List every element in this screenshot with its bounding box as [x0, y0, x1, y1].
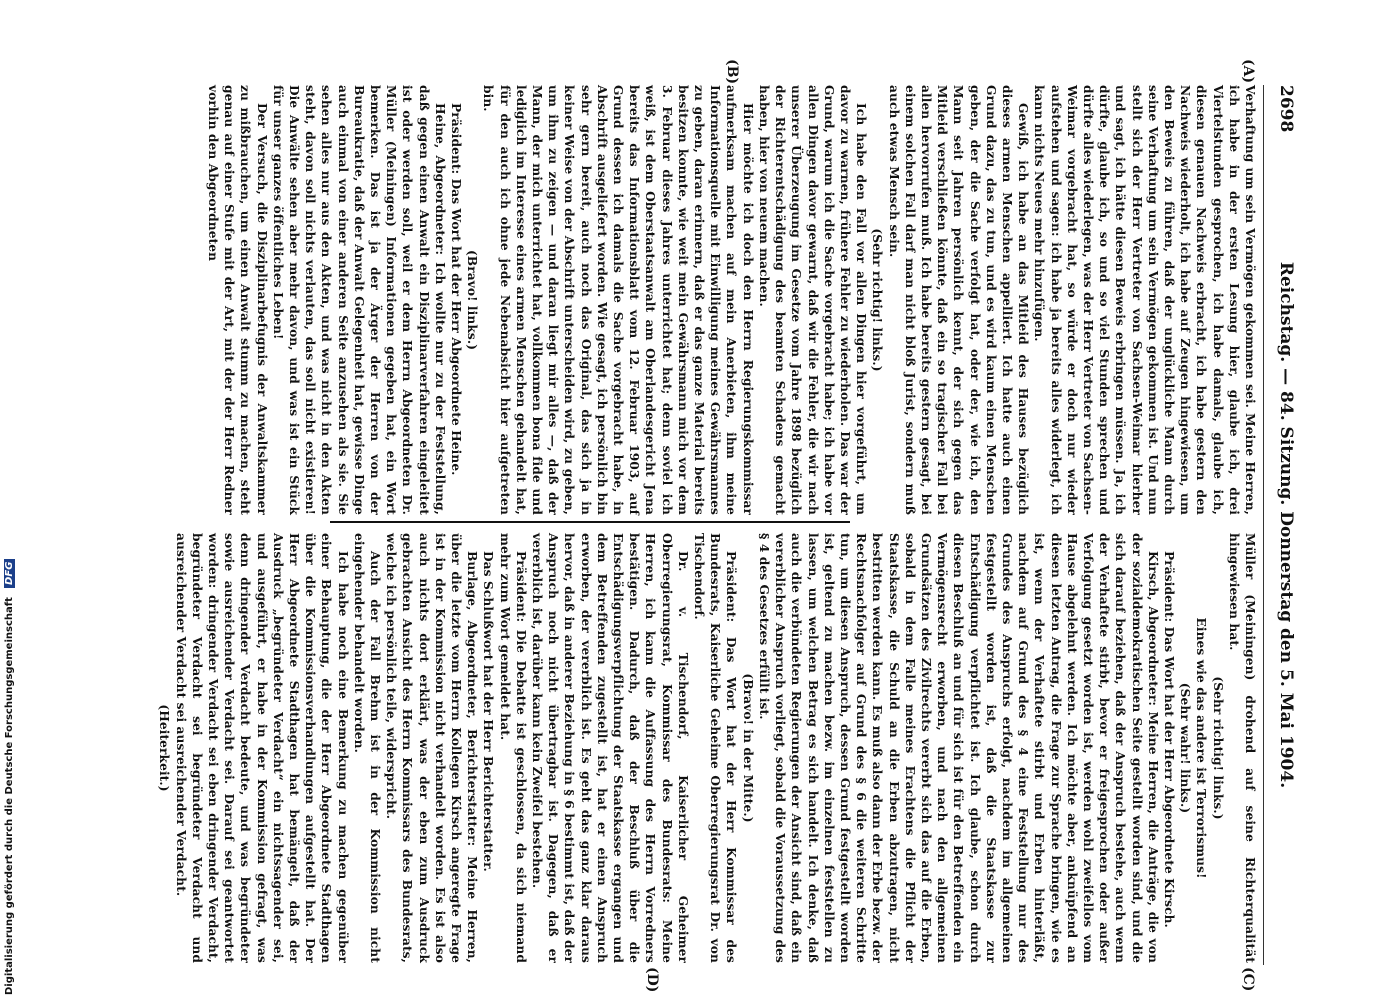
interjection: (Bravo! in der Mitte.): [740, 673, 755, 823]
margin-marker-b: (B): [724, 59, 740, 85]
right-column: [156, 533, 1258, 963]
paragraph: Ich habe den Fall vor allen Dingen hier vorgeführt, um davor zu warnen, frühere Fehler zu wiederholen. Das war der Grund, warum ich die Sache vorgebracht habe; ich habe vor allen Dingen davor gewarnt, daß wir die Fehler, die wir nach unserer Überzeugung im Gesetze vom Jahre 1898 bezüglich der Richterentschädigung des beamten Schadens gemacht haben, hier von neuem machen.: [756, 85, 869, 515]
document-page: [0, 55, 1300, 995]
speaker-call: Präsident: Das Wort hat der Herr Kommissar des Bundesrats, Kaiserliche Geheime Oberregierungsrat Dr. von Tischendorf.: [692, 533, 739, 963]
running-title: Reichstag. — 84. Sitzung. Donnerstag den 5. Mai 1904.: [1276, 261, 1296, 789]
paragraph: Eines wie das andere ist Terrorismus!: [1194, 617, 1209, 879]
interjection: (Bravo! links.): [465, 249, 480, 351]
paragraph: Müller (Meiningen) drohend auf seine Richterqualität hingewiesen hat.: [1226, 533, 1257, 963]
interjection: (Sehr wahr! links.): [1178, 682, 1193, 814]
interjection: (Sehr richtig! links.): [1210, 676, 1225, 820]
paragraph: Das Schlußwort hat der Herr Berichterstatter.: [481, 551, 496, 872]
paragraph: Hier möchte ich doch den Herrn Regierungskommissar aufmerksam machen auf mein Anerbieten, ihm meine Informationsquelle mit Einwilligung meines Gewährsmannes zu geben, daran erinnern, daß er das ganze Material bereits besitzen konnte, wie weit mein Gewährsmann mich vor dem 3. Februar dieses Jahres unterrichtet hat; denn soviel ich weiß, ist dem Oberstaatsanwalt am Oberlandesgericht Jena bereits das Informationsblatt vom 12. Februar 1903, auf Grund dessen ich damals die Sache vorgebracht habe, in Abschrift ausgeliefert worden. Wie gesagt, ich persönlich bin sehr gern bereit, auch noch das Original, das sich ja in keiner Weise von der Abschrift unterscheiden wird, zu geben, um ihm zu zeigen — und daran liegt mir alles —, daß der Mann, der mich unterrichtet hat, vollkommen bona fide und lediglich im Interesse eines armen Menschen gehandelt hat, für den auch ich ohne jede Nebenabsicht hier aufgetreten bin.: [481, 85, 755, 515]
column-divider: [330, 521, 850, 523]
paragraph: Der Versuch, die Disziplinarbefugnis der Anwaltskammer zu mißbrauchen, um einen Anwalt stumm zu machen, steht genau auf einer Stufe mit der Art, mit der der Herr Redner vorhin den Abgeordneten: [206, 85, 269, 515]
page-number: 2698: [1276, 85, 1296, 133]
paragraph: Burlage, Abgeordneter, Berichterstatter: Meine Herren, über die letzte vom Herrn Kollegen Kirsch angeregte Frage ist in der Kommission nicht verhandelt worden. Es ist also auch nichts dort erklärt, was der eben zum Ausdruck gebrachten Ansicht des Herrn Kommissars des Bundesrats, welche ich persönlich teile, widerspricht.: [384, 533, 480, 963]
margin-marker-d: (D): [644, 967, 660, 993]
left-column: [205, 85, 1258, 515]
paragraph: Auch der Fall Brehm ist in der Kommission nicht eingehender behandelt worden.: [351, 533, 383, 963]
speaker-call: Präsident: Das Wort hat der Herr Abgeordnete Heine.: [449, 103, 464, 476]
paragraph: Gewiß, ich habe an das Mitleid des Hauses bezüglich dieses armen Menschen appelliert. Ich hatte auch einen Grund dazu, das zu tun, und es wird kaum einen Menschen geben, der die Sache verfolgt hat, oder der, wie ich, den Mann seit Jahren persönlich kennt, der sich gegen das Mitleid verschließen könnte, daß ein so tragischer Fall bei allen hervorrufen muß. Ich habe bereits gestern gesagt, bei einem solchen Fall darf man nicht bloß Jurist, sondern muß auch etwas Mensch sein.: [886, 85, 1031, 515]
credit-text: Digitalisierung gefördert durch die Deutsche Forschungsgemeinschaft: [4, 597, 15, 995]
speaker-call: Präsident: Das Wort hat der Herr Abgeordnete Kirsch.: [1161, 551, 1176, 928]
paragraph: Kirsch, Abgeordneter: Meine Herren, die Anträge, die von der sozialdemokratischen Seite gestellt worden sind, und die sich darauf beziehen, daß der Anspruch bestehe, auch wenn der Verhaftete stirbt, bevor er freigesprochen oder außer Verfolgung gesetzt worden ist, werden wohl zweifellos vom Hause abgelehnt werden. Ich möchte aber, anknüpfend an diesen letzten Antrag, die Frage zur Sprache bringen, wie es ist, wenn der Verhaftete stirbt und Erben hinterläßt, nachdem auf Grund des § 4 eine Feststellung nur des Grundes des Anspruchs erfolgt, nachdem im allgemeinen festgestellt worden ist, daß die Staatskasse zur Entschädigung verpflichtet ist. Ich glaube, schon durch diesen Beschluß an und für sich ist für den Betreffenden ein Vermögensrecht erworben, und nach den allgemeinen Grundsätzen des Zivilrechts vererbt sich das auf die Erben, sobald in dem Falle meines Erachtens die Pflicht der Staatskasse, die Schuld an die Erben abzutragen, nicht bestritten werden kann. Es muß also dann der Erbe bezw. der Rechtsnachfolger auf Grund des § 6 die weiteren Schritte tun, um diesen Anspruch, dessen Grund festgestellt worden ist, geltend zu machen bezw. im einzelnen feststellen zu lassen, um welchen Betrag es sich handelt. Ich denke, daß auch die verbündeten Regierungen der Ansicht sind, daß ein vererblicher Anspruch vorliegt, sobald die Voraussetzung des § 4 des Gesetzes erfüllt ist.: [756, 533, 1160, 963]
interjection: (Sehr richtig! links.): [870, 228, 885, 372]
margin-marker-c: (C): [1240, 967, 1256, 992]
interjection: (Heiterkeit.): [157, 704, 172, 792]
paragraph: Dr. v. Tischendorf, Kaiserlicher Geheimer Oberregierungsrat, Kommissar des Bundesrats: Meine Herren, ich kann die Auffassung des Herrn Vorredners bestätigen. Dadurch, daß der Beschluß über die Entschädigungsverpflichtung der Staatskasse ergangen und dem Betreffenden zugestellt ist, hat er einen Anspruch erworben, der vererblich ist. Es geht das ganz klar daraus hervor, daß in anderer Beziehung in § 6 bestimmt ist, daß der Anspruch noch nicht übertragbar ist. Dagegen, daß er vererblich ist, darüber kann kein Zweifel bestehen.: [530, 533, 690, 963]
dfg-logo: DFG: [4, 559, 15, 588]
paragraph: Verhaftung um sein Vermögen gekommen sei. Meine Herren, ich habe in der ersten Lesung hier, glaube ich, drei Viertelstunden gesprochen, ich habe damals, glaube ich, diesen genauen Nachweis erbracht, ich habe gestern den Nachweis wiederholt, ich habe auf Zeugen hingewiesen, um den Beweis zu führen, daß der unglückliche Mann durch seine Verhaftung um sein Vermögen gekommen ist. Und nun stellt sich der Herr Vertreter von Sachsen-Weimar hierher und sagt, ich hätte diesen Beweis erbringen müssen. Ja, ich dürfte, glaube ich, so und so viel Stunden sprechen und dürfte alles wiederlegen, was der Herr Vertreter von Sachsen-Weimar vorgebracht hat, so würde er doch nur wieder aufstehen und sagen: ich habe ja bereits alles widerlegt, ich kann nichts Neues mehr hinzufügen.: [1032, 85, 1257, 515]
speaker-call: Präsident: Die Debatte ist geschlossen, da sich niemand mehr zum Wort gemeldet hat.: [497, 533, 528, 963]
margin-marker-a: (A): [1240, 59, 1256, 84]
paragraph: Ich habe noch eine Bemerkung zu machen gegenüber einer Behauptung, die der Herr Abgeordnete Stadthagen über die Kommissionsverhandlungen aufgestellt hat. Der Herr Abgeordnete Stadthagen hat bemängelt, daß der Ausdruck „begründeter Verdacht“ ein nichtssagender sei, und ausgeführt, er habe in der Kommission gefragt, was denn dringender Verdacht bedeute, und was begründeter sowie ausreichender Verdacht sei. Darauf sei geantwortet worden: dringender Verdacht sei eben dringender Verdacht, begründeter Verdacht sei begründeter Verdacht und ausreichender Verdacht sei ausreichender Verdacht.: [173, 533, 350, 963]
page-header: [1264, 55, 1300, 995]
paragraph: Heine, Abgeordneter: Ich wollte nur zu der Feststellung, daß gegen einen Anwalt ein Disziplinarverfahren eingeleitet ist oder werden soll, weil er dem Herrn Abgeordneten Dr. Müller (Meiningen) Informationen gegeben hat, ein Wort bemerken. Das ist ja der Ärger der Herren von der Bureaukratie, daß der Anwalt Gelegenheit hat, gewisse Dinge auch einmal von einer anderen Seite anzusehen als sie. Sie sehen alles nur aus den Akten, und was nicht in den Akten steht, davon soll nichts verlauten, das soll nicht existieren! Die Anwälte sehen aber mehr davon, und was ist ein Stück für unser ganzes öffentliches Leben!: [270, 85, 447, 515]
header-rule: [1263, 85, 1264, 965]
